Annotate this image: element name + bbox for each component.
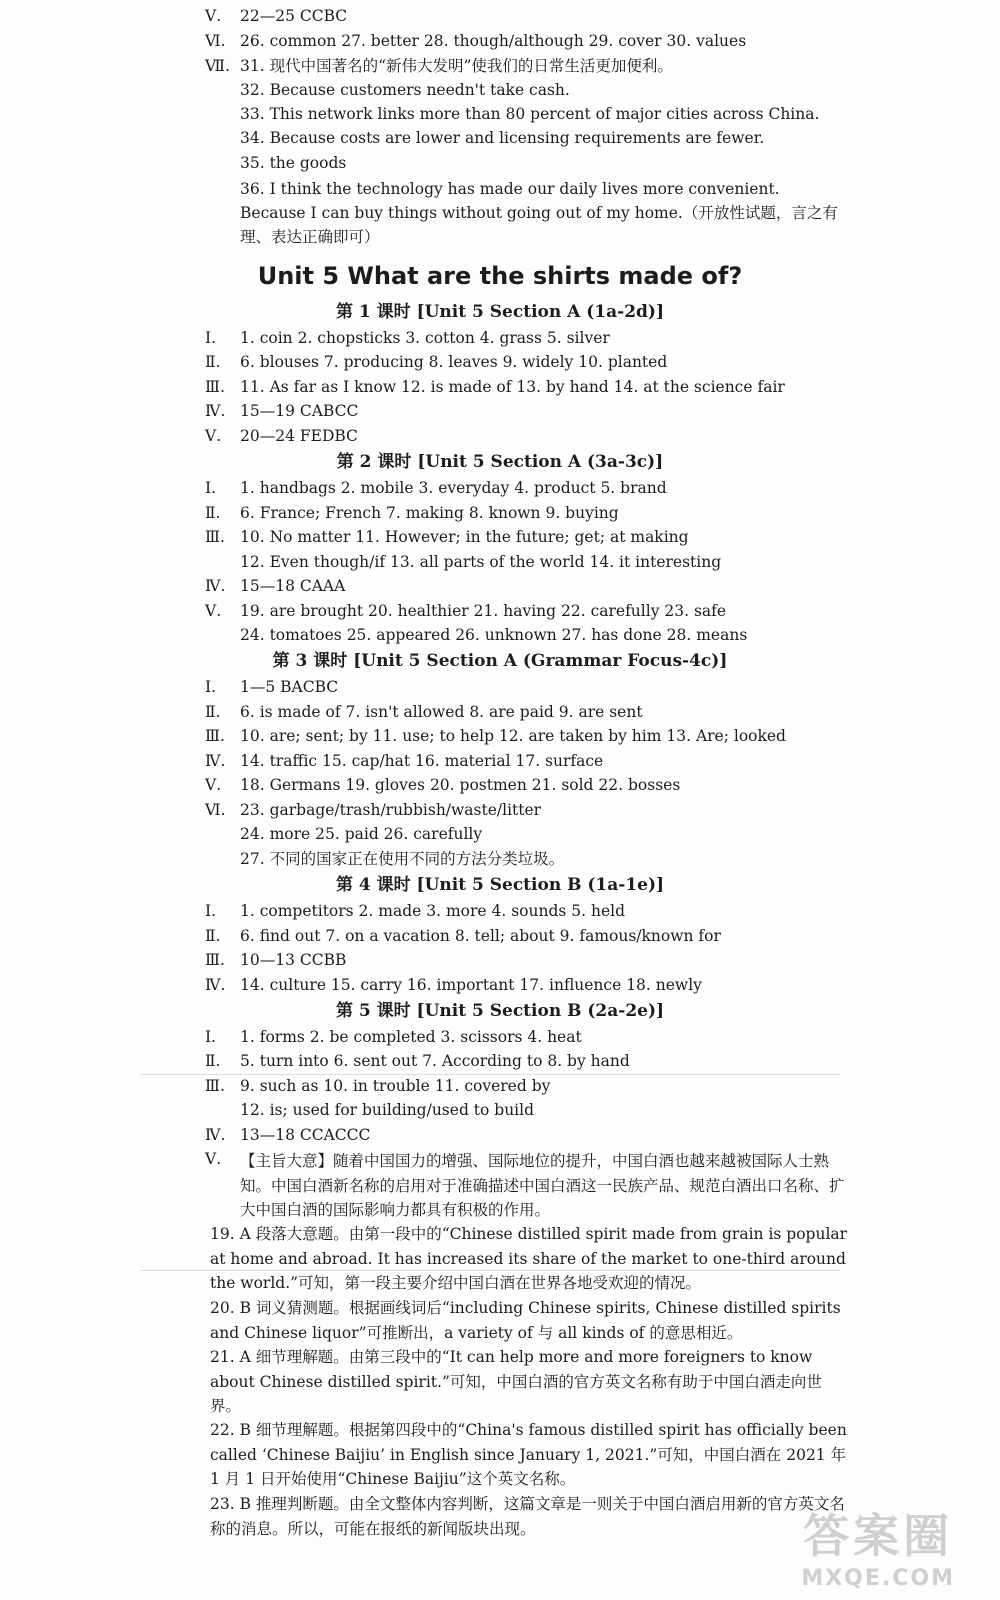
explanation-paragraph: 20. B 词义猜测题。根据画线词后“including Chinese spirits, Chinese distilled spirits and Chinese liquor”可推断出，a variety of 与 all kinds of 的意思相近。 [210,1299,841,1342]
section-title: 第 2 课时 [Unit 5 Section A (3a-3c)] [336,452,664,472]
answer-line: Ⅵ. 23. garbage/trash/rubbish/waste/litter [205,801,542,819]
answer-line: Ⅱ. 6. find out 7. on a vacation 8. tell; about 9. famous/known for [205,927,721,945]
section-title: 第 4 课时 [Unit 5 Section B (1a-1e)] [335,875,665,895]
unit-title: Unit 5 What are the shirts made of? [257,262,743,290]
summary-paragraph: 【主旨大意】随着中国国力的增强、国际地位的提升，中国白酒也越来越被国际人士熟知。中国白酒新名称的启用对于准确描述中国白酒这一民族产品、规范白酒出口名称、扩大中国白酒的国际影响力都具有积极的作用。 [240,1152,845,1219]
answer-line: Ⅶ. 31. 现代中国著名的“新伟大发明”使我们的日常生活更加便利。 [205,57,673,75]
answer-line: Ⅰ. 1—5 BACBC [205,678,339,696]
answer-line: Ⅳ. 15—19 CABCC [205,402,359,420]
explanation-paragraph: 22. B 细节理解题。根据第四段中的“China's famous distilled spirit has officially been called ‘Chinese Baijiu’ in English since January 1, 2021.”可知，中国白酒在 2021 年 1 月 1 日开始使用“Chinese Baijiu”这个英文名称。 [210,1421,847,1488]
explanation-paragraph: 23. B 推理判断题。由全文整体内容判断，这篇文章是一则关于中国白酒启用新的官方英文名称的消息。所以，可能在报纸的新闻版块出现。 [210,1495,845,1538]
explanation-paragraph: 21. A 细节理解题。由第三段中的“It can help more and more foreigners to know about Chinese distilled spirit.”可知，中国白酒的官方英文名称有助于中国白酒走向世界。 [210,1348,822,1415]
section-title: 第 1 课时 [Unit 5 Section A (1a-2d)] [335,302,664,322]
answer-line: 33. This network links more than 80 percent of major cities across China. [240,105,820,123]
answer-line: Ⅰ. 1. forms 2. be completed 3. scissors 4. heat [205,1028,582,1046]
section-title: 第 5 课时 [Unit 5 Section B (2a-2e)] [335,1001,665,1021]
answer-line: Ⅴ. 22—25 CCBC [205,7,348,25]
answer-line: 12. Even though/if 13. all parts of the world 14. it interesting [240,553,722,571]
answer-line: Ⅱ. 6. is made of 7. isn't allowed 8. are paid 9. are sent [205,703,643,721]
answer-line: Ⅲ. 10. No matter 11. However; in the future; get; at making [205,528,689,546]
answer-line: Ⅰ. 1. competitors 2. made 3. more 4. sounds 5. held [205,902,626,920]
watermark-logo: 答案圈 MXQE.COM [801,1509,955,1591]
answer-line: Ⅲ. 11. As far as I know 12. is made of 13. by hand 14. at the science fair [205,378,785,396]
answer-line: 12. is; used for building/used to build [240,1101,535,1119]
answer-line: 32. Because customers needn't take cash. [240,81,570,99]
explanation-paragraph: 19. A 段落大意题。由第一段中的“Chinese distilled spirit made from grain is popular at home and abroad. It has increased its share of the market to one-third around the world.”可知，第一段主要介绍中国白酒在世界各地受欢迎的情况。 [210,1225,848,1292]
answer-line: 34. Because costs are lower and licensing requirements are fewer. [240,129,765,147]
answer-line: Ⅴ. 19. are brought 20. healthier 21. having 22. carefully 23. safe [205,602,727,620]
answer-line: 35. the goods [240,154,347,172]
answer-line: Ⅵ. 26. common 27. better 28. though/although 29. cover 30. values [205,32,747,50]
divider [140,1270,840,1271]
answer-line: Ⅲ. 10. are; sent; by 11. use; to help 12. are taken by him 13. Are; looked [205,727,786,745]
answer-line: 24. more 25. paid 26. carefully [240,825,483,843]
answer-line: Ⅱ. 6. France; French 7. making 8. known 9. buying [205,504,619,522]
divider [140,1074,840,1075]
answer-line: 27. 不同的国家正在使用不同的方法分类垃圾。 [240,850,565,868]
answer-line: 24. tomatoes 25. appeared 26. unknown 27. has done 28. means [240,626,748,644]
answer-line: Ⅳ. 13—18 CCACCC [205,1126,371,1144]
section-title: 第 3 课时 [Unit 5 Section A (Grammar Focus-4c)] [272,651,728,671]
answer-line: Ⅳ. 14. traffic 15. cap/hat 16. material 17. surface [205,752,604,770]
answer-line: Ⅳ. 14. culture 15. carry 16. important 17. influence 18. newly [205,976,702,994]
answer-line: Ⅰ. 1. handbags 2. mobile 3. everyday 4. product 5. brand [205,479,667,497]
answer-line: Ⅲ. 9. such as 10. in trouble 11. covered by [205,1077,551,1095]
answer-line: Ⅱ. 6. blouses 7. producing 8. leaves 9. widely 10. planted [205,353,668,371]
answer-line: Ⅴ. 20—24 FEDBC [205,427,358,445]
answer-line: Ⅴ. [205,1150,222,1168]
answer-line: Ⅰ. 1. coin 2. chopsticks 3. cotton 4. grass 5. silver [205,329,610,347]
answer-line: Ⅲ. 10—13 CCBB [205,951,347,969]
answer-line: 36. I think the technology has made our daily lives more convenient. Because I can buy things without going out of my home.（开放性试题，言之有理、表达正确即可） [240,180,838,246]
answer-line: Ⅳ. 15—18 CAAA [205,577,346,595]
answer-line: Ⅴ. 18. Germans 19. gloves 20. postmen 21. sold 22. bosses [205,776,681,794]
answer-line: Ⅱ. 5. turn into 6. sent out 7. According to 8. by hand [205,1052,630,1070]
